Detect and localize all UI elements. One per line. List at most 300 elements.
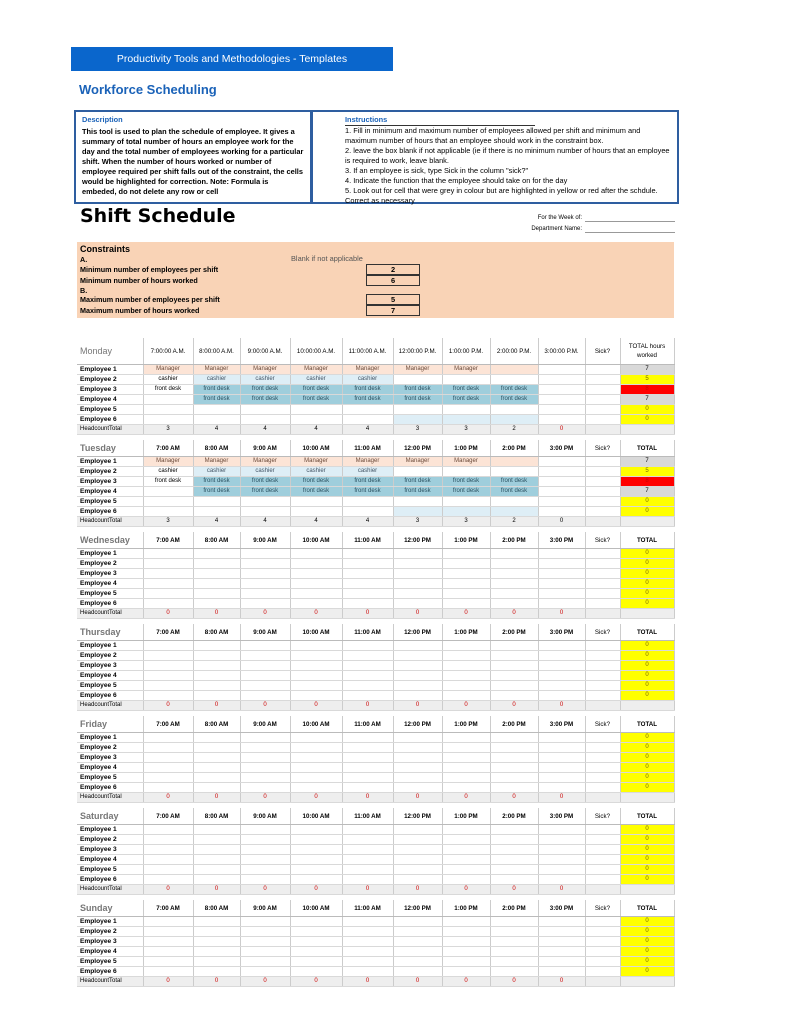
shift-cell[interactable]: front desk	[240, 487, 290, 497]
shift-cell[interactable]: Manager	[193, 365, 240, 375]
shift-cell[interactable]	[442, 405, 490, 415]
sick-input[interactable]	[585, 917, 620, 927]
shift-cell[interactable]	[393, 497, 442, 507]
shift-cell[interactable]	[193, 569, 240, 579]
shift-cell[interactable]	[342, 783, 393, 793]
shift-cell[interactable]: cashier	[240, 375, 290, 385]
shift-cell[interactable]	[538, 599, 585, 609]
shift-cell[interactable]	[240, 507, 290, 517]
shift-cell[interactable]: Manager	[393, 365, 442, 375]
sick-input[interactable]	[585, 743, 620, 753]
shift-cell[interactable]	[193, 589, 240, 599]
shift-cell[interactable]	[290, 927, 342, 937]
shift-cell[interactable]	[193, 661, 240, 671]
shift-cell[interactable]	[538, 865, 585, 875]
sick-input[interactable]	[585, 957, 620, 967]
shift-cell[interactable]	[393, 845, 442, 855]
shift-cell[interactable]	[538, 967, 585, 977]
shift-cell[interactable]	[143, 641, 193, 651]
shift-cell[interactable]	[290, 641, 342, 651]
shift-cell[interactable]	[290, 589, 342, 599]
shift-cell[interactable]	[290, 825, 342, 835]
shift-cell[interactable]	[193, 559, 240, 569]
shift-cell[interactable]	[240, 783, 290, 793]
shift-cell[interactable]	[193, 947, 240, 957]
shift-cell[interactable]	[342, 763, 393, 773]
sick-input[interactable]	[585, 865, 620, 875]
shift-cell[interactable]	[490, 835, 538, 845]
sick-input[interactable]	[585, 641, 620, 651]
shift-cell[interactable]	[193, 825, 240, 835]
shift-cell[interactable]	[442, 549, 490, 559]
shift-cell[interactable]	[393, 927, 442, 937]
shift-cell[interactable]	[442, 967, 490, 977]
shift-cell[interactable]	[240, 569, 290, 579]
shift-cell[interactable]	[393, 957, 442, 967]
shift-cell[interactable]	[538, 395, 585, 405]
shift-cell[interactable]	[538, 937, 585, 947]
sick-input[interactable]	[585, 733, 620, 743]
shift-cell[interactable]	[240, 599, 290, 609]
sick-input[interactable]	[585, 467, 620, 477]
shift-cell[interactable]	[240, 549, 290, 559]
shift-cell[interactable]	[290, 569, 342, 579]
shift-cell[interactable]	[342, 947, 393, 957]
shift-cell[interactable]: front desk	[393, 487, 442, 497]
shift-cell[interactable]: front desk	[442, 477, 490, 487]
shift-cell[interactable]	[342, 671, 393, 681]
sick-input[interactable]	[585, 589, 620, 599]
shift-cell[interactable]	[490, 957, 538, 967]
shift-cell[interactable]	[490, 865, 538, 875]
shift-cell[interactable]	[290, 773, 342, 783]
sick-input[interactable]	[585, 937, 620, 947]
shift-cell[interactable]	[240, 947, 290, 957]
shift-cell[interactable]	[342, 599, 393, 609]
shift-cell[interactable]	[442, 497, 490, 507]
shift-cell[interactable]: front desk	[490, 487, 538, 497]
shift-cell[interactable]	[538, 569, 585, 579]
shift-cell[interactable]	[193, 753, 240, 763]
shift-cell[interactable]	[393, 835, 442, 845]
shift-cell[interactable]: front desk	[193, 487, 240, 497]
shift-cell[interactable]	[240, 743, 290, 753]
shift-cell[interactable]	[290, 507, 342, 517]
shift-cell[interactable]	[143, 967, 193, 977]
shift-cell[interactable]	[143, 783, 193, 793]
shift-cell[interactable]	[442, 589, 490, 599]
shift-cell[interactable]	[393, 773, 442, 783]
shift-cell[interactable]	[342, 579, 393, 589]
shift-cell[interactable]	[538, 365, 585, 375]
shift-cell[interactable]	[143, 599, 193, 609]
shift-cell[interactable]: front desk	[442, 395, 490, 405]
shift-cell[interactable]	[240, 825, 290, 835]
shift-cell[interactable]	[442, 927, 490, 937]
shift-cell[interactable]	[143, 855, 193, 865]
shift-cell[interactable]: front desk	[342, 477, 393, 487]
shift-cell[interactable]	[490, 917, 538, 927]
sick-input[interactable]	[585, 507, 620, 517]
shift-cell[interactable]	[342, 835, 393, 845]
shift-cell[interactable]: front desk	[342, 487, 393, 497]
shift-cell[interactable]	[490, 753, 538, 763]
shift-cell[interactable]	[342, 855, 393, 865]
shift-cell[interactable]: front desk	[442, 487, 490, 497]
shift-cell[interactable]	[490, 845, 538, 855]
shift-cell[interactable]	[240, 957, 290, 967]
shift-cell[interactable]: front desk	[490, 395, 538, 405]
shift-cell[interactable]	[442, 599, 490, 609]
shift-cell[interactable]: cashier	[193, 375, 240, 385]
shift-cell[interactable]	[342, 641, 393, 651]
shift-cell[interactable]	[490, 967, 538, 977]
shift-cell[interactable]	[538, 681, 585, 691]
sick-input[interactable]	[585, 671, 620, 681]
shift-cell[interactable]	[393, 467, 442, 477]
shift-cell[interactable]	[393, 691, 442, 701]
shift-cell[interactable]	[143, 875, 193, 885]
shift-cell[interactable]: cashier	[342, 375, 393, 385]
sick-input[interactable]	[585, 681, 620, 691]
shift-cell[interactable]	[240, 589, 290, 599]
shift-cell[interactable]	[442, 865, 490, 875]
department-field[interactable]	[470, 225, 675, 233]
shift-cell[interactable]	[538, 927, 585, 937]
min-employees-input[interactable]: 2	[366, 264, 420, 275]
shift-cell[interactable]	[143, 733, 193, 743]
shift-cell[interactable]	[393, 559, 442, 569]
shift-cell[interactable]	[143, 651, 193, 661]
shift-cell[interactable]	[342, 569, 393, 579]
shift-cell[interactable]	[393, 507, 442, 517]
shift-cell[interactable]	[240, 733, 290, 743]
shift-cell[interactable]	[193, 773, 240, 783]
shift-cell[interactable]	[490, 773, 538, 783]
shift-cell[interactable]	[442, 855, 490, 865]
shift-cell[interactable]: front desk	[342, 395, 393, 405]
shift-cell[interactable]	[490, 599, 538, 609]
shift-cell[interactable]	[342, 559, 393, 569]
shift-cell[interactable]	[290, 579, 342, 589]
shift-cell[interactable]	[442, 835, 490, 845]
shift-cell[interactable]	[193, 763, 240, 773]
shift-cell[interactable]	[490, 569, 538, 579]
shift-cell[interactable]	[490, 875, 538, 885]
shift-cell[interactable]	[290, 599, 342, 609]
shift-cell[interactable]	[240, 865, 290, 875]
sick-input[interactable]	[585, 549, 620, 559]
shift-cell[interactable]	[342, 957, 393, 967]
shift-cell[interactable]	[442, 917, 490, 927]
shift-cell[interactable]	[538, 589, 585, 599]
shift-cell[interactable]	[240, 855, 290, 865]
week-input[interactable]	[585, 214, 675, 222]
shift-cell[interactable]	[143, 937, 193, 947]
shift-cell[interactable]	[393, 569, 442, 579]
shift-cell[interactable]: cashier	[342, 467, 393, 477]
shift-cell[interactable]: front desk	[143, 477, 193, 487]
shift-cell[interactable]	[290, 415, 342, 425]
shift-cell[interactable]: front desk	[143, 385, 193, 395]
shift-cell[interactable]	[193, 743, 240, 753]
shift-cell[interactable]	[193, 651, 240, 661]
shift-cell[interactable]	[393, 865, 442, 875]
shift-cell[interactable]	[490, 937, 538, 947]
shift-cell[interactable]: Manager	[143, 457, 193, 467]
shift-cell[interactable]	[193, 671, 240, 681]
shift-cell[interactable]	[143, 825, 193, 835]
shift-cell[interactable]	[490, 365, 538, 375]
shift-cell[interactable]	[290, 917, 342, 927]
shift-cell[interactable]	[538, 405, 585, 415]
shift-cell[interactable]: Manager	[393, 457, 442, 467]
shift-cell[interactable]	[393, 415, 442, 425]
shift-cell[interactable]	[342, 753, 393, 763]
shift-cell[interactable]	[342, 497, 393, 507]
shift-cell[interactable]	[538, 917, 585, 927]
shift-cell[interactable]	[143, 579, 193, 589]
shift-cell[interactable]	[442, 579, 490, 589]
shift-cell[interactable]	[538, 845, 585, 855]
shift-cell[interactable]	[538, 671, 585, 681]
shift-cell[interactable]	[240, 661, 290, 671]
shift-cell[interactable]	[538, 415, 585, 425]
shift-cell[interactable]: front desk	[290, 395, 342, 405]
shift-cell[interactable]	[143, 773, 193, 783]
shift-cell[interactable]	[393, 917, 442, 927]
shift-cell[interactable]	[193, 845, 240, 855]
shift-cell[interactable]	[538, 753, 585, 763]
shift-cell[interactable]	[538, 385, 585, 395]
shift-cell[interactable]	[240, 967, 290, 977]
shift-cell[interactable]	[240, 671, 290, 681]
shift-cell[interactable]	[193, 733, 240, 743]
shift-cell[interactable]	[193, 507, 240, 517]
shift-cell[interactable]	[240, 559, 290, 569]
shift-cell[interactable]	[538, 743, 585, 753]
shift-cell[interactable]	[442, 681, 490, 691]
shift-cell[interactable]	[143, 415, 193, 425]
shift-cell[interactable]	[290, 549, 342, 559]
shift-cell[interactable]	[342, 507, 393, 517]
shift-cell[interactable]	[143, 743, 193, 753]
sick-input[interactable]	[585, 457, 620, 467]
sick-input[interactable]	[585, 651, 620, 661]
shift-cell[interactable]	[240, 405, 290, 415]
shift-cell[interactable]	[490, 375, 538, 385]
shift-cell[interactable]: front desk	[393, 477, 442, 487]
shift-cell[interactable]: front desk	[393, 395, 442, 405]
shift-cell[interactable]	[393, 947, 442, 957]
shift-cell[interactable]	[442, 569, 490, 579]
shift-cell[interactable]	[143, 589, 193, 599]
shift-cell[interactable]	[143, 681, 193, 691]
shift-cell[interactable]	[193, 405, 240, 415]
shift-cell[interactable]	[490, 549, 538, 559]
shift-cell[interactable]	[442, 783, 490, 793]
shift-cell[interactable]: Manager	[240, 365, 290, 375]
shift-cell[interactable]	[393, 967, 442, 977]
sick-input[interactable]	[585, 763, 620, 773]
shift-cell[interactable]	[538, 477, 585, 487]
shift-cell[interactable]	[143, 947, 193, 957]
shift-cell[interactable]	[442, 743, 490, 753]
shift-cell[interactable]	[193, 927, 240, 937]
sick-input[interactable]	[585, 661, 620, 671]
shift-cell[interactable]	[143, 927, 193, 937]
shift-cell[interactable]: cashier	[143, 467, 193, 477]
shift-cell[interactable]	[290, 763, 342, 773]
shift-cell[interactable]	[538, 773, 585, 783]
shift-cell[interactable]	[143, 957, 193, 967]
shift-cell[interactable]	[240, 773, 290, 783]
shift-cell[interactable]: front desk	[290, 487, 342, 497]
shift-cell[interactable]	[193, 691, 240, 701]
shift-cell[interactable]	[143, 487, 193, 497]
shift-cell[interactable]	[538, 835, 585, 845]
shift-cell[interactable]	[143, 497, 193, 507]
shift-cell[interactable]	[290, 559, 342, 569]
shift-cell[interactable]	[342, 865, 393, 875]
shift-cell[interactable]	[442, 773, 490, 783]
shift-cell[interactable]: front desk	[193, 385, 240, 395]
sick-input[interactable]	[585, 559, 620, 569]
shift-cell[interactable]: Manager	[193, 457, 240, 467]
shift-cell[interactable]	[393, 599, 442, 609]
shift-cell[interactable]	[240, 845, 290, 855]
shift-cell[interactable]	[290, 783, 342, 793]
shift-cell[interactable]	[538, 641, 585, 651]
sick-input[interactable]	[585, 875, 620, 885]
shift-cell[interactable]	[143, 835, 193, 845]
shift-cell[interactable]	[393, 825, 442, 835]
shift-cell[interactable]	[538, 549, 585, 559]
sick-input[interactable]	[585, 691, 620, 701]
shift-cell[interactable]	[538, 733, 585, 743]
shift-cell[interactable]	[240, 763, 290, 773]
shift-cell[interactable]	[342, 681, 393, 691]
shift-cell[interactable]	[442, 641, 490, 651]
shift-cell[interactable]	[490, 947, 538, 957]
shift-cell[interactable]	[240, 415, 290, 425]
sick-input[interactable]	[585, 395, 620, 405]
shift-cell[interactable]	[442, 671, 490, 681]
shift-cell[interactable]: front desk	[193, 477, 240, 487]
shift-cell[interactable]	[490, 733, 538, 743]
shift-cell[interactable]	[442, 753, 490, 763]
shift-cell[interactable]	[393, 783, 442, 793]
shift-cell[interactable]	[538, 559, 585, 569]
shift-cell[interactable]	[442, 947, 490, 957]
shift-cell[interactable]	[290, 937, 342, 947]
shift-cell[interactable]	[393, 651, 442, 661]
department-input[interactable]	[585, 225, 675, 233]
shift-cell[interactable]	[240, 651, 290, 661]
shift-cell[interactable]: front desk	[240, 477, 290, 487]
shift-cell[interactable]	[342, 845, 393, 855]
shift-cell[interactable]	[442, 651, 490, 661]
shift-cell[interactable]	[538, 651, 585, 661]
shift-cell[interactable]: front desk	[193, 395, 240, 405]
shift-cell[interactable]	[290, 753, 342, 763]
shift-cell[interactable]	[193, 855, 240, 865]
shift-cell[interactable]	[290, 497, 342, 507]
shift-cell[interactable]	[342, 875, 393, 885]
week-field[interactable]	[470, 214, 675, 222]
shift-cell[interactable]	[442, 875, 490, 885]
shift-cell[interactable]	[490, 415, 538, 425]
shift-cell[interactable]	[290, 405, 342, 415]
shift-cell[interactable]	[193, 875, 240, 885]
shift-cell[interactable]	[342, 661, 393, 671]
sick-input[interactable]	[585, 835, 620, 845]
shift-cell[interactable]	[538, 763, 585, 773]
shift-cell[interactable]	[442, 845, 490, 855]
shift-cell[interactable]	[393, 875, 442, 885]
shift-cell[interactable]	[490, 641, 538, 651]
shift-cell[interactable]	[490, 457, 538, 467]
shift-cell[interactable]	[290, 957, 342, 967]
shift-cell[interactable]	[442, 937, 490, 947]
shift-cell[interactable]	[290, 651, 342, 661]
shift-cell[interactable]	[490, 855, 538, 865]
shift-cell[interactable]	[342, 825, 393, 835]
shift-cell[interactable]	[442, 661, 490, 671]
shift-cell[interactable]	[393, 661, 442, 671]
shift-cell[interactable]	[290, 743, 342, 753]
shift-cell[interactable]	[240, 927, 290, 937]
shift-cell[interactable]	[538, 507, 585, 517]
shift-cell[interactable]	[442, 375, 490, 385]
shift-cell[interactable]	[490, 497, 538, 507]
shift-cell[interactable]	[143, 405, 193, 415]
shift-cell[interactable]	[393, 743, 442, 753]
shift-cell[interactable]	[342, 733, 393, 743]
shift-cell[interactable]	[490, 763, 538, 773]
shift-cell[interactable]	[290, 865, 342, 875]
shift-cell[interactable]	[393, 375, 442, 385]
shift-cell[interactable]	[193, 783, 240, 793]
sick-input[interactable]	[585, 927, 620, 937]
shift-cell[interactable]: cashier	[143, 375, 193, 385]
shift-cell[interactable]	[490, 681, 538, 691]
shift-cell[interactable]: Manager	[143, 365, 193, 375]
shift-cell[interactable]	[290, 671, 342, 681]
shift-cell[interactable]	[393, 855, 442, 865]
shift-cell[interactable]	[393, 733, 442, 743]
shift-cell[interactable]	[393, 753, 442, 763]
shift-cell[interactable]	[342, 405, 393, 415]
shift-cell[interactable]	[393, 681, 442, 691]
shift-cell[interactable]	[393, 763, 442, 773]
shift-cell[interactable]	[393, 405, 442, 415]
shift-cell[interactable]	[193, 681, 240, 691]
shift-cell[interactable]	[393, 641, 442, 651]
shift-cell[interactable]: Manager	[342, 457, 393, 467]
shift-cell[interactable]	[290, 947, 342, 957]
shift-cell[interactable]	[393, 579, 442, 589]
shift-cell[interactable]	[490, 927, 538, 937]
shift-cell[interactable]: cashier	[240, 467, 290, 477]
shift-cell[interactable]: Manager	[442, 457, 490, 467]
shift-cell[interactable]	[193, 957, 240, 967]
shift-cell[interactable]	[342, 917, 393, 927]
shift-cell[interactable]	[143, 395, 193, 405]
shift-cell[interactable]	[290, 967, 342, 977]
shift-cell[interactable]	[342, 743, 393, 753]
shift-cell[interactable]: front desk	[240, 385, 290, 395]
